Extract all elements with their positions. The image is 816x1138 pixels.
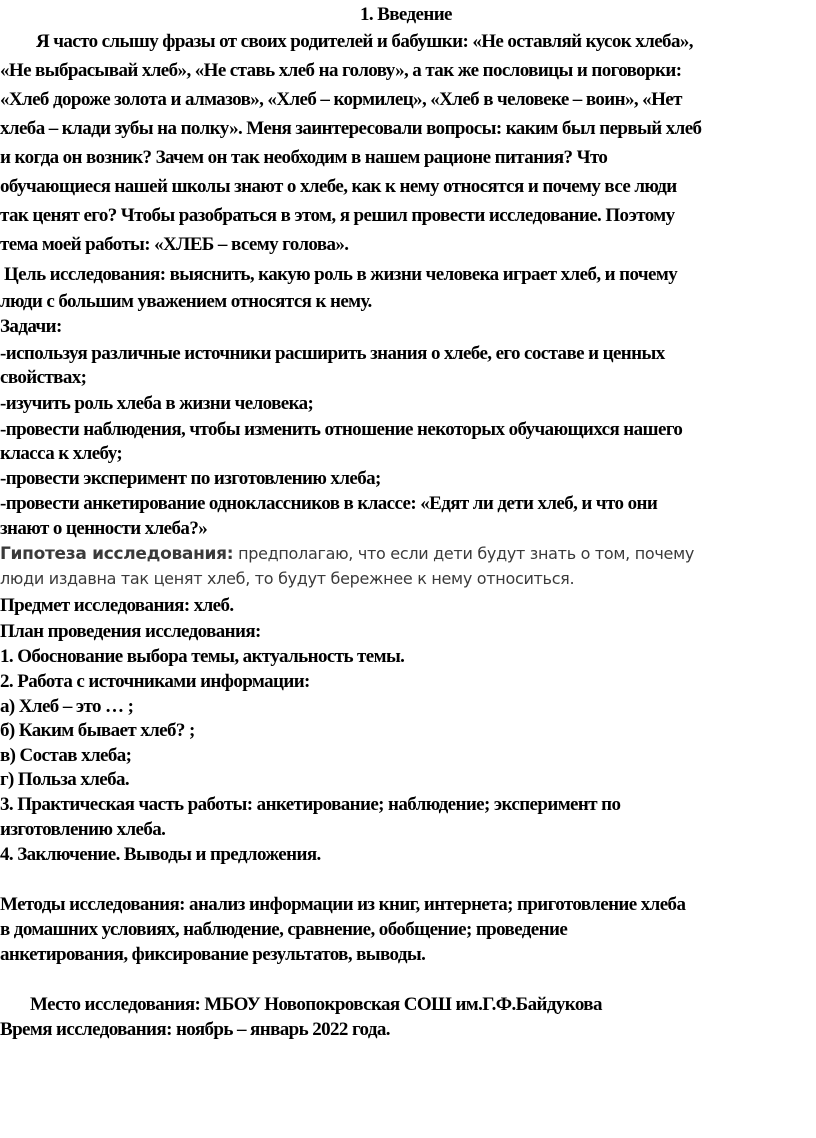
intro-line: так ценят его? Чтобы разобраться в этом, я решил провести исследование. Поэтому: [0, 205, 675, 226]
plan-item: 2. Работа с источниками информации:: [0, 671, 310, 692]
goal-line: люди с большим уважением относятся к нему.: [0, 291, 372, 312]
methods-label: Методы исследования:: [0, 894, 185, 915]
task-line: -провести наблюдения, чтобы изменить отношение некоторых обучающихся нашего: [0, 419, 683, 440]
intro-line: Я часто слышу фразы от своих родителей и бабушки: «Не оставляй кусок хлеба»,: [36, 31, 693, 52]
task-line: -используя различные источники расширить знания о хлебе, его составе и ценных: [0, 343, 665, 364]
hypothesis-label: Гипотеза исследования:: [0, 544, 234, 564]
time-text: ноябрь – январь 2022 года.: [171, 1019, 390, 1040]
plan-label: План проведения исследования:: [0, 621, 261, 642]
intro-line: «Хлеб дороже золота и алмазов», «Хлеб – кормилец», «Хлеб в человеке – воин», «Нет: [0, 89, 682, 110]
time-line: [0, 1018, 390, 1042]
intro-line: «Не выбрасывай хлеб», «Не ставь хлеб на голову», а так же пословицы и поговорки:: [0, 60, 682, 81]
goal-label: Цель исследования:: [4, 264, 166, 285]
methods-line: анкетирования, фиксирование результатов, выводы.: [0, 944, 426, 965]
section-title: 1. Введение: [360, 4, 452, 25]
methods-text: анализ информации из книг, интернета; приготовление хлеба: [184, 894, 686, 915]
hypothesis-line: [0, 542, 694, 566]
hypothesis-line: люди издавна так ценят хлеб, то будут бережнее к нему относиться.: [0, 569, 575, 588]
task-line: -изучить роль хлеба в жизни человека;: [0, 393, 314, 414]
place-text: МБОУ Новопокровская СОШ им.Г.Ф.Байдукова: [200, 994, 602, 1015]
plan-item: б) Каким бывает хлеб? ;: [0, 720, 195, 741]
time-label: Время исследования:: [0, 1019, 172, 1040]
task-line: знают о ценности хлеба?»: [0, 518, 208, 539]
plan-item: 1. Обоснование выбора темы, актуальность темы.: [0, 646, 405, 667]
task-line: -провести эксперимент по изготовлению хлеба;: [0, 468, 381, 489]
plan-item: а) Хлеб – это … ;: [0, 696, 134, 717]
goal-line: [4, 263, 677, 287]
hypothesis-text: предполагаю, что если дети будут знать о том, почему: [233, 544, 695, 563]
plan-item: изготовлению хлеба.: [0, 819, 166, 840]
intro-line: тема моей работы: «ХЛЕБ – всему голова».: [0, 234, 349, 255]
plan-item: в) Состав хлеба;: [0, 745, 132, 766]
goal-text: выяснить, какую роль в жизни человека играет хлеб, и почему: [165, 264, 678, 285]
task-line: свойствах;: [0, 367, 87, 388]
place-line: [30, 993, 602, 1017]
subject-label: Предмет исследования:: [0, 595, 190, 616]
plan-item: 4. Заключение. Выводы и предложения.: [0, 844, 321, 865]
place-label: Место исследования:: [30, 994, 201, 1015]
subject-text: хлеб.: [189, 595, 234, 616]
plan-item: г) Польза хлеба.: [0, 769, 130, 790]
subject-line: [0, 594, 234, 618]
intro-line: обучающиеся нашей школы знают о хлебе, как к нему относятся и почему все люди: [0, 176, 677, 197]
methods-line: [0, 893, 685, 917]
methods-line: в домашних условиях, наблюдение, сравнение, обобщение; проведение: [0, 919, 568, 940]
task-line: -провести анкетирование одноклассников в классе: «Едят ли дети хлеб, и что они: [0, 493, 658, 514]
intro-line: хлеба – клади зубы на полку». Меня заинтересовали вопросы: каким был первый хлеб: [0, 118, 702, 139]
task-line: класса к хлебу;: [0, 443, 123, 464]
plan-item: 3. Практическая часть работы: анкетирование; наблюдение; эксперимент по: [0, 794, 621, 815]
intro-line: и когда он возник? Зачем он так необходим в нашем рационе питания? Что: [0, 147, 608, 168]
tasks-label: Задачи:: [0, 316, 62, 337]
